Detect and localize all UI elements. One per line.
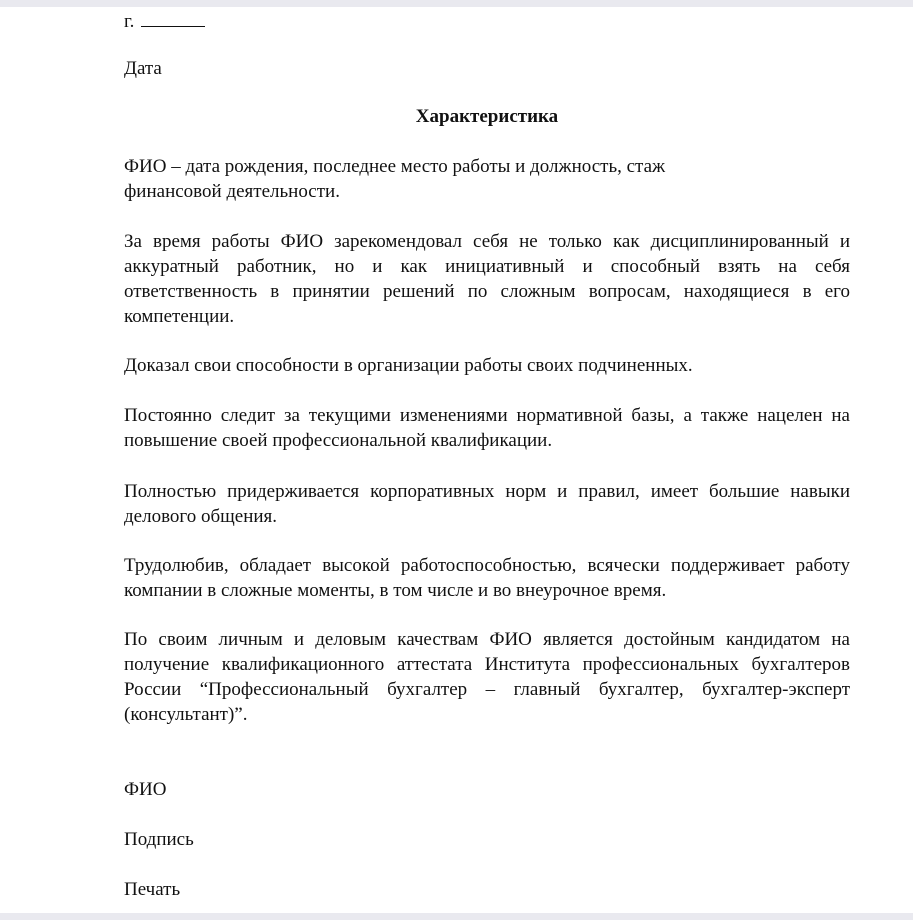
date-label: Дата [124, 58, 162, 79]
paragraph-management: Доказал свои способности в организации работы своих подчиненных. [124, 355, 693, 376]
bottom-window-strip [0, 913, 913, 920]
paragraph-conclusion: По своим личным и деловым качествам ФИО является достойным кандидатом на получение квалификационного аттестата Института профессиональных бухгалтеров России “Профессиональный бухгалтер – главный бухгалтер, бухгалтер-эксперт (консультант)”. [124, 629, 850, 725]
paragraph-personal-info: ФИО – дата рождения, последнее место работы и должность, стаж финансовой деятельности. [124, 156, 666, 202]
signature-name: ФИО [124, 779, 167, 800]
city-prefix: г. [124, 11, 135, 32]
paragraph-corporate-norms: Полностью придерживается корпоративных норм и правил, имеет большие навыки делового общения. [124, 481, 850, 527]
signature-label: Подпись [124, 829, 194, 850]
paragraph-qualification: Постоянно следит за текущими изменениями нормативной базы, а также нацелен на повышение своей профессиональной квалификации. [124, 405, 850, 451]
city-blank-field [141, 8, 205, 27]
paragraph-diligence: Трудолюбив, обладает высокой работоспособностью, всячески поддерживает работу компании в сложные моменты, в том числе и во внеурочное время. [124, 555, 850, 601]
document-title: Характеристика [415, 106, 559, 127]
top-window-strip [0, 0, 913, 7]
city-line [124, 8, 205, 34]
paragraph-work-record: За время работы ФИО зарекомендовал себя не только как дисциплинированный и аккуратный работник, но и как инициативный и способный взять на себя ответственность в принятии решений по сложным вопросам, находящиеся в его компетенции. [124, 231, 850, 327]
stamp-label: Печать [124, 879, 181, 900]
